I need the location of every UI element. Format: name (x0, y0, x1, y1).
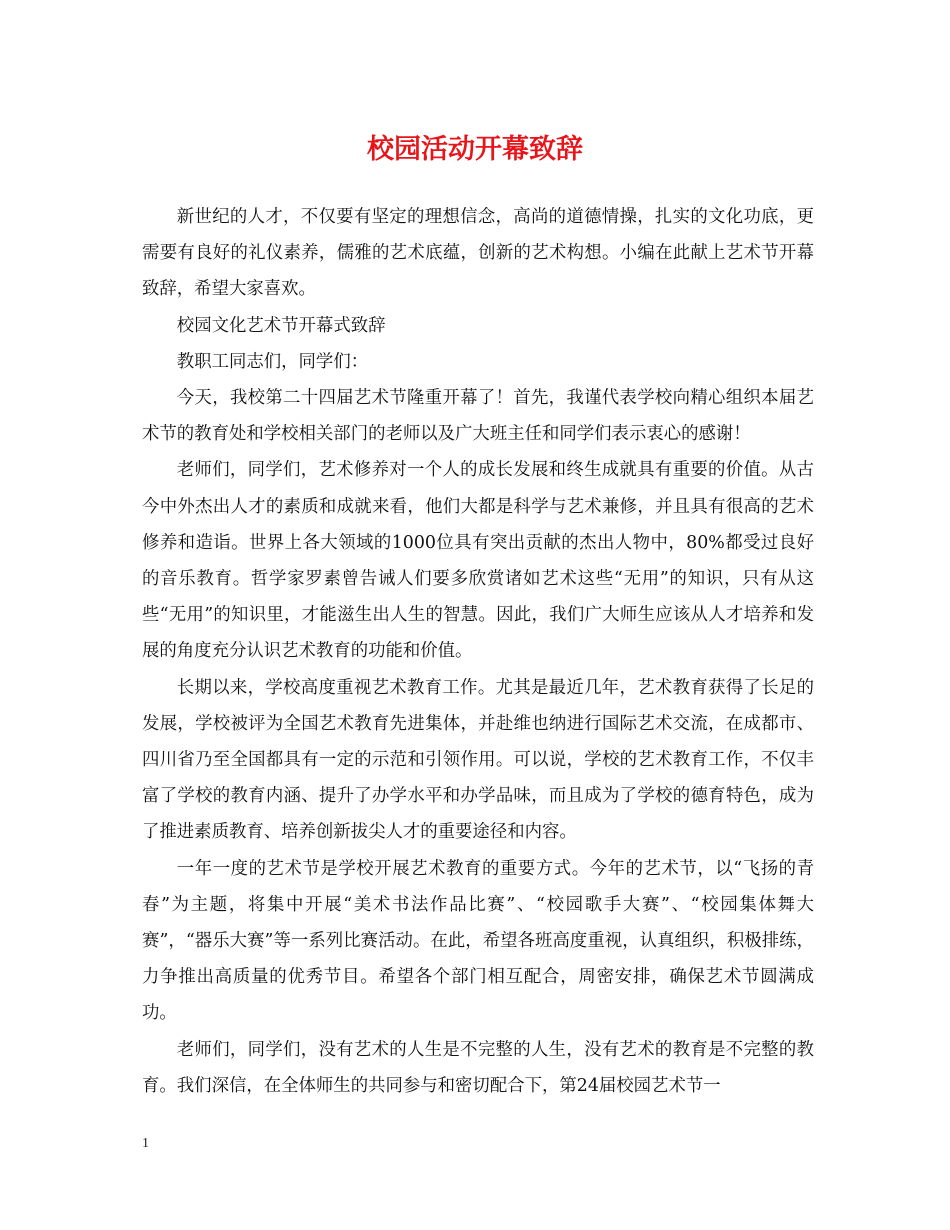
document-body (142, 199, 814, 1104)
page-number: 1 (142, 1136, 149, 1151)
paragraph-school-achievements: 长期以来，学校高度重视艺术教育工作。尤其是最近几年，艺术教育获得了长足的发展，学校被评为全国艺术教育先进集体，并赴维也纳进行国际艺术交流，在成都市、四川省乃至全国都具有一定的示范和引领作用。可以说，学校的艺术教育工作，不仅丰富了学校的教育内涵、提升了办学水平和办学品味，而且成为了学校的德育特色，成为了推进素质教育、培养创新拔尖人才的重要途径和内容。 (142, 677, 814, 843)
paragraph-closing: 老师们，同学们，没有艺术的人生是不完整的人生，没有艺术的教育是不完整的教育。我们深信，在全体师生的共同参与和密切配合下，第24届校园艺术节一 (142, 1039, 814, 1096)
paragraph-intro: 新世纪的人才，不仅要有坚定的理想信念，高尚的道德情操，扎实的文化功底，更需要有良好的礼仪素养，儒雅的艺术底蕴，创新的艺术构想。小编在此献上艺术节开幕致辞，希望大家喜欢。 (142, 207, 814, 300)
paragraph-value-of-art: 老师们，同学们，艺术修养对一个人的成长发展和终生成就具有重要的价值。从古今中外杰出人才的素质和成就来看，他们大都是科学与艺术兼修，并且具有很高的艺术修养和造诣。世界上各大领域的1000位具有突出贡献的杰出人物中，80%都受过良好的音乐教育。哲学家罗素曾告诫人们要多欣赏诸如艺术这些“无用”的知识，只有从这些“无用”的知识里，才能滋生出人生的智慧。因此，我们广大师生应该从人才培养和发展的角度充分认识艺术教育的功能和价值。 (142, 460, 814, 662)
paragraph-subtitle: 校园文化艺术节开幕式致辞 (176, 315, 386, 336)
document-title: 校园活动开幕致辞 (367, 134, 583, 165)
paragraph-opening: 今天，我校第二十四届艺术节隆重开幕了！首先，我谨代表学校向精心组织本届艺术节的教育处和学校相关部门的老师以及广大班主任和同学们表示衷心的感谢！ (142, 388, 814, 445)
paragraph-festival-plan: 一年一度的艺术节是学校开展艺术教育的重要方式。今年的艺术节，以“飞扬的青春”为主题，将集中开展“美术书法作品比赛”、“校园歌手大赛”、“校园集体舞大赛”，“器乐大赛”等一系列比赛活动。在此，希望各班高度重视，认真组织，积极排练，力争推出高质量的优秀节目。希望各个部门相互配合，周密安排，确保艺术节圆满成功。 (142, 858, 814, 1024)
paragraph-salutation: 教职工同志们，同学们： (176, 351, 369, 372)
